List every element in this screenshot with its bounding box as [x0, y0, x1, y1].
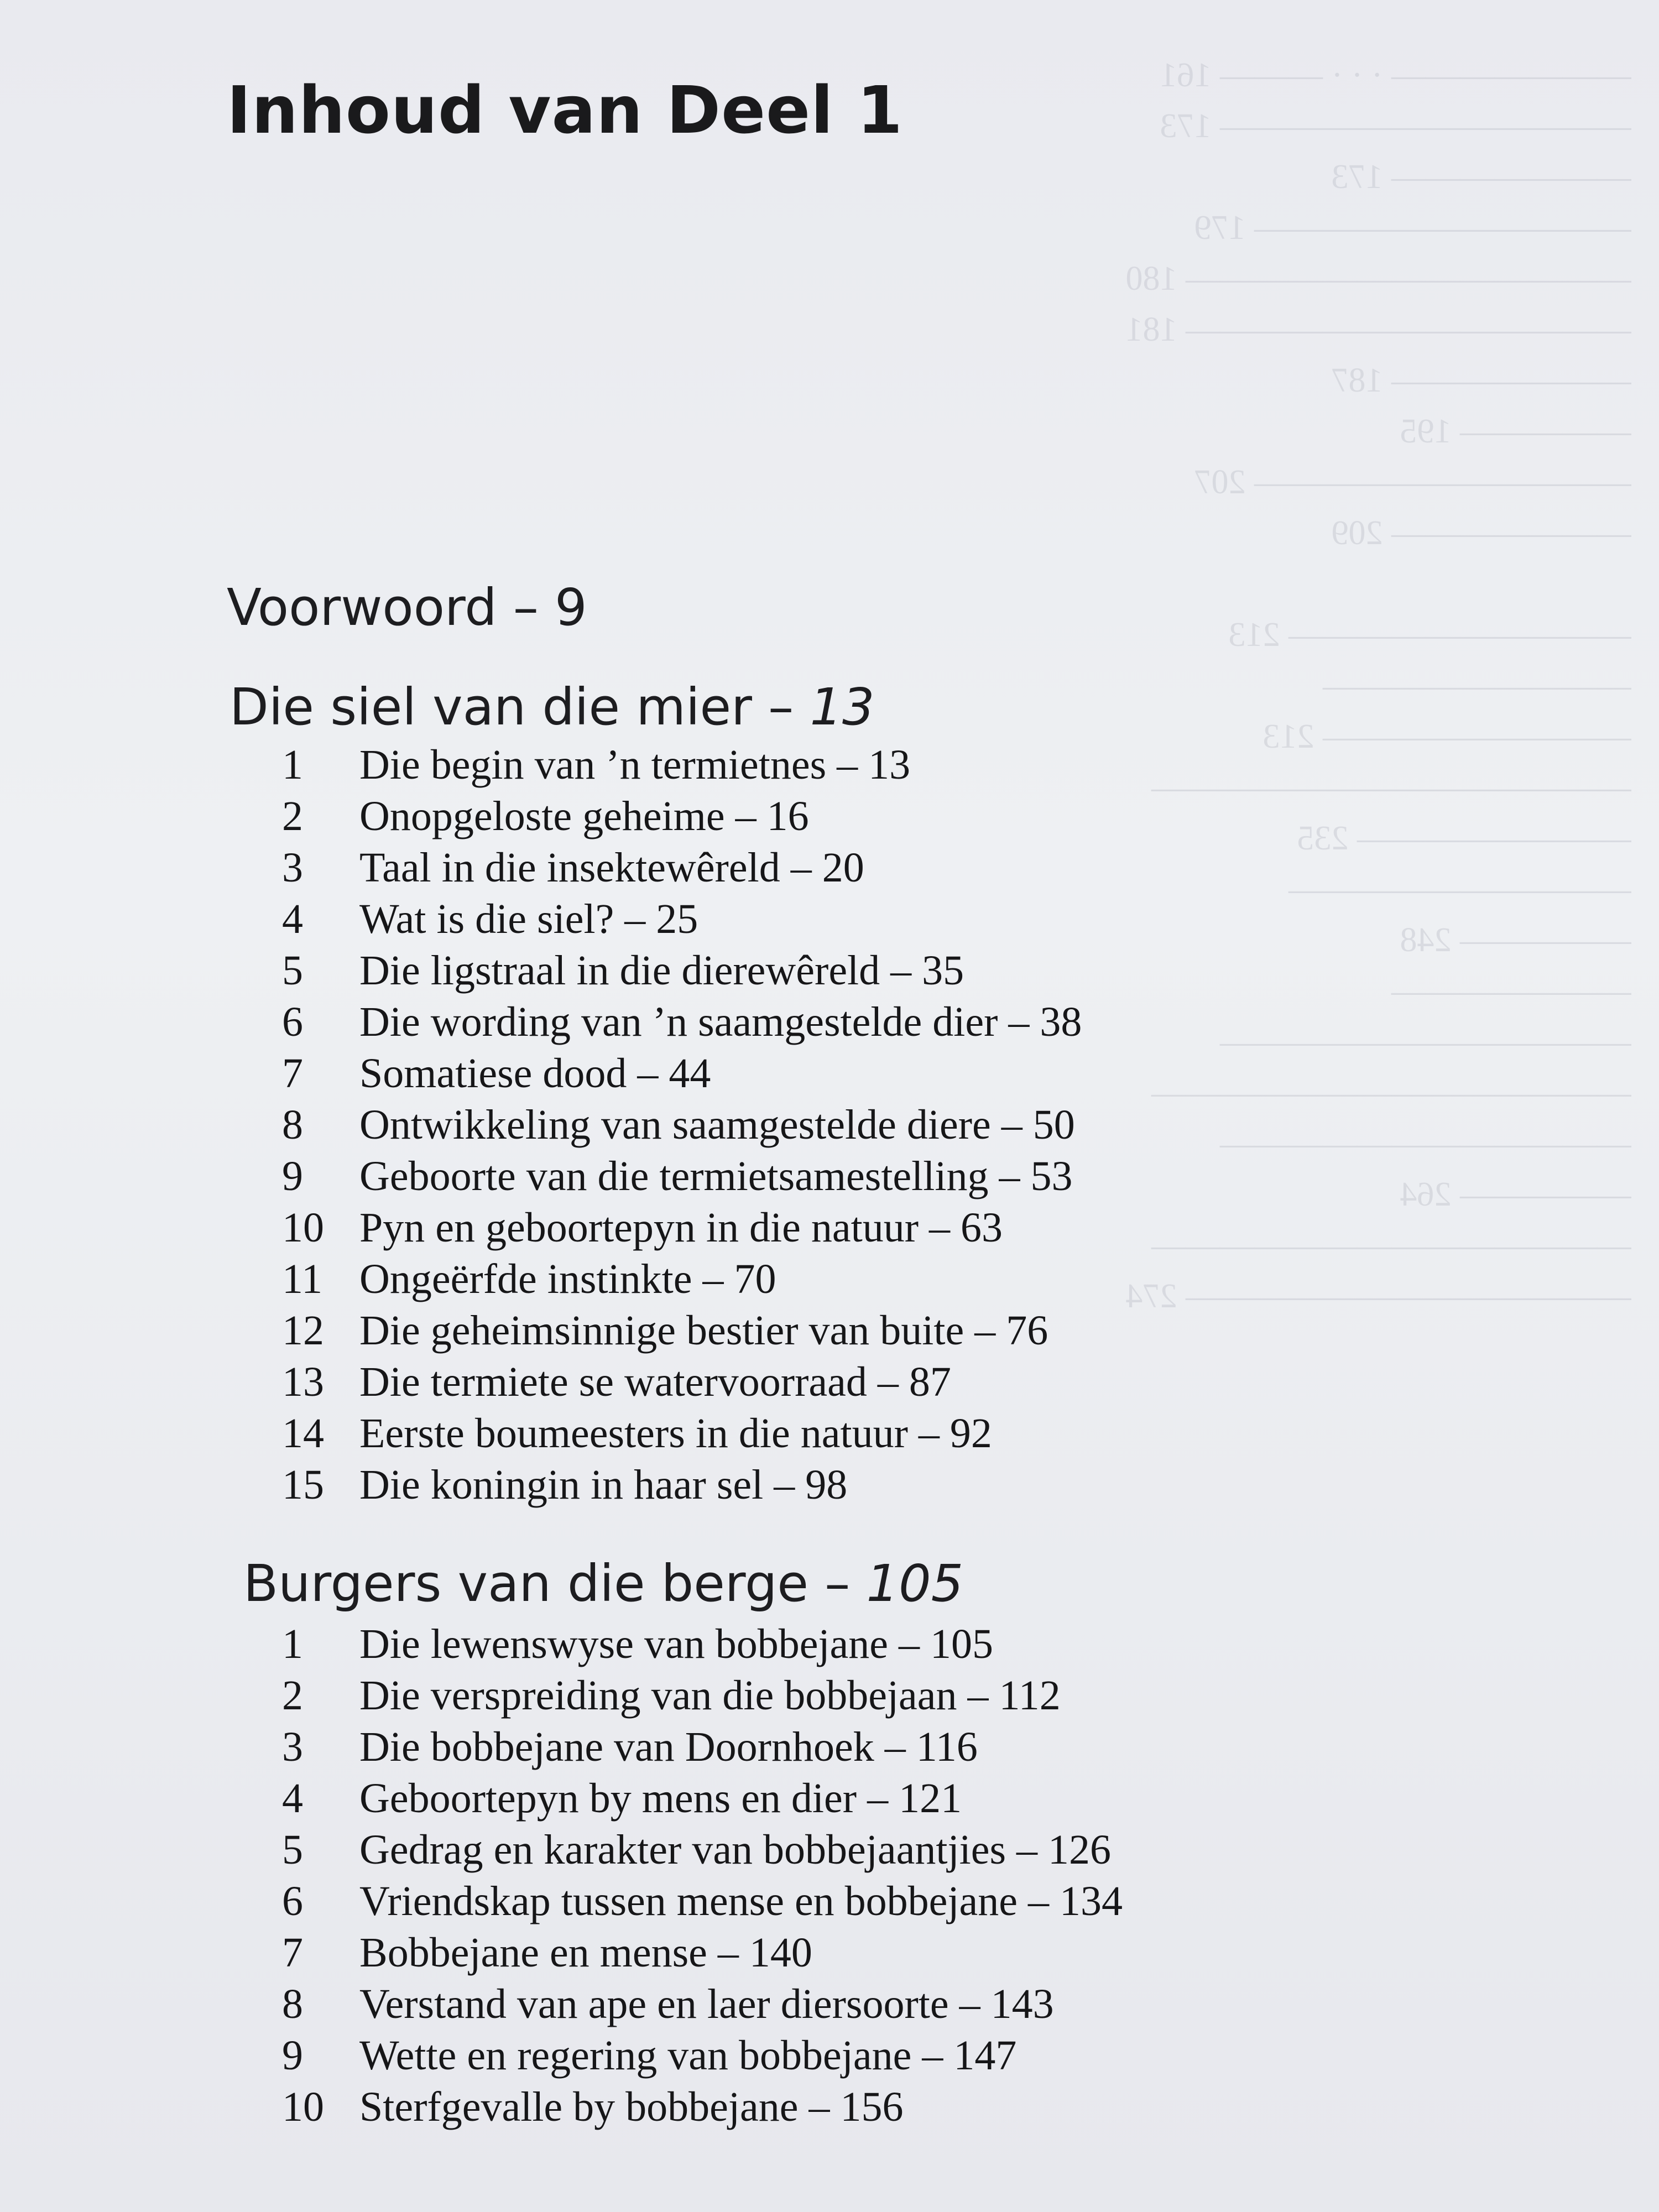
chapter-title: Die termiete se watervoorraad – 87	[359, 1359, 951, 1405]
chapter-number: 3	[282, 1724, 303, 1770]
chapter-entry	[282, 1204, 1082, 1255]
chapter-entry	[282, 947, 1082, 998]
chapter-entry	[282, 1101, 1082, 1152]
chapter-entry	[282, 2083, 1123, 2135]
chapter-title: Verstand van ape en laer diersoorte – 143	[359, 1981, 1054, 2027]
section-page: 13	[810, 677, 875, 737]
chapter-entry	[282, 2032, 1123, 2083]
chapter-number: 14	[282, 1410, 324, 1457]
chapter-number: 4	[282, 896, 303, 942]
chapter-title: Die koningin in haar sel – 98	[359, 1462, 848, 1508]
chapter-entry	[282, 1826, 1123, 1877]
chapter-number: 15	[282, 1462, 324, 1508]
voorwoord-separator: –	[497, 578, 555, 637]
chapter-number: 8	[282, 1102, 303, 1148]
chapter-number: 1	[282, 1621, 303, 1667]
chapter-entry	[282, 1255, 1082, 1307]
chapter-entry	[282, 1307, 1082, 1358]
chapter-entry	[282, 1461, 1082, 1512]
chapter-title: Sterfgevalle by bobbejane – 156	[359, 2084, 904, 2130]
chapter-number: 5	[282, 1827, 303, 1873]
chapter-title: Ontwikkeling van saamgestelde diere – 50	[359, 1102, 1075, 1148]
chapter-number: 8	[282, 1981, 303, 2027]
chapter-number: 9	[282, 1153, 303, 1199]
chapter-entry	[282, 1050, 1082, 1101]
chapter-number: 2	[282, 1672, 303, 1719]
chapter-title: Eerste boumeesters in die natuur – 92	[359, 1410, 992, 1457]
chapter-number: 6	[282, 1878, 303, 1924]
chapter-entry	[282, 1672, 1123, 1723]
chapter-entry	[282, 895, 1082, 947]
chapter-title: Geboorte van die termietsamestelling – 53	[359, 1153, 1073, 1199]
chapter-title: Vriendskap tussen mense en bobbejane – 134	[359, 1878, 1123, 1924]
voorwoord-entry	[227, 578, 587, 637]
chapter-title: Die geheimsinnige bestier van buite – 76	[359, 1307, 1048, 1354]
chapter-title: Taal in die insektewêreld – 20	[359, 844, 864, 891]
chapter-title: Bobbejane en mense – 140	[359, 1929, 812, 1976]
chapter-title: Ongeërfde instinkte – 70	[359, 1256, 776, 1302]
page-title: Inhoud van Deel 1	[227, 72, 903, 148]
section-title: Die siel van die mier	[229, 677, 752, 737]
chapter-number: 10	[282, 2084, 324, 2130]
section-heading-burgers-van-die-berge	[243, 1554, 963, 1613]
chapter-title: Pyn en geboortepyn in die natuur – 63	[359, 1204, 1003, 1251]
bleed-through-text: ——————— · · · ——— 161 ———————————— 173 ——————— 173 ——————————— 179 ————————————— 180 ————————————— 181 ——————— 187 ————— 195 ——————————— 207 ——————— 209 —————————— 213 ————————— ————————— 213 —————————————— ———————— 235 —————————— ————— 248 ——————— ———————————— —————————————— ———————————— ————— 264 —————————————— ————————————— 274	[1125, 56, 1631, 1315]
chapter-entry	[282, 1152, 1082, 1204]
chapter-entry	[282, 844, 1082, 895]
chapter-entry	[282, 1358, 1082, 1410]
chapter-number: 2	[282, 793, 303, 839]
chapter-number: 13	[282, 1359, 324, 1405]
voorwoord-label: Voorwoord	[227, 578, 497, 637]
chapter-number: 9	[282, 2032, 303, 2079]
chapter-entry	[282, 1877, 1123, 1929]
chapter-number: 12	[282, 1307, 324, 1354]
chapter-title: Geboortepyn by mens en dier – 121	[359, 1775, 962, 1822]
chapter-entry	[282, 1775, 1123, 1826]
chapter-title: Die begin van ’n termietnes – 13	[359, 742, 911, 788]
chapter-title: Wette en regering van bobbejane – 147	[359, 2032, 1017, 2079]
section-page: 105	[866, 1554, 964, 1613]
chapter-title: Die ligstraal in die dierewêreld – 35	[359, 947, 964, 994]
chapter-number: 5	[282, 947, 303, 994]
chapter-title: Gedrag en karakter van bobbejaantjies – 126	[359, 1827, 1112, 1873]
chapter-entry	[282, 998, 1082, 1050]
section-separator: –	[808, 1554, 867, 1613]
chapter-entry	[282, 792, 1082, 844]
chapter-list-siel-van-die-mier	[282, 741, 1082, 1512]
chapter-number: 10	[282, 1204, 324, 1251]
chapter-title: Somatiese dood – 44	[359, 1050, 711, 1097]
section-separator: –	[752, 677, 810, 737]
section-title: Burgers van die berge	[243, 1554, 809, 1613]
chapter-number: 3	[282, 844, 303, 891]
chapter-number: 11	[282, 1256, 323, 1302]
chapter-number: 7	[282, 1929, 303, 1976]
chapter-title: Die bobbejane van Doornhoek – 116	[359, 1724, 978, 1770]
chapter-entry	[282, 741, 1082, 792]
voorwoord-page: 9	[555, 578, 587, 637]
chapter-number: 1	[282, 742, 303, 788]
chapter-entry	[282, 1980, 1123, 2032]
section-heading-siel-van-die-mier	[229, 677, 875, 737]
chapter-title: Die verspreiding van die bobbejaan – 112	[359, 1672, 1061, 1719]
chapter-number: 4	[282, 1775, 303, 1822]
chapter-number: 7	[282, 1050, 303, 1097]
chapter-entry	[282, 1929, 1123, 1980]
chapter-entry	[282, 1723, 1123, 1775]
chapter-list-burgers-van-die-berge	[282, 1620, 1123, 2135]
chapter-title: Die lewenswyse van bobbejane – 105	[359, 1621, 994, 1667]
chapter-entry	[282, 1410, 1082, 1461]
chapter-entry	[282, 1620, 1123, 1672]
chapter-number: 6	[282, 999, 303, 1045]
chapter-title: Die wording van ’n saamgestelde dier – 38	[359, 999, 1082, 1045]
chapter-title: Wat is die siel? – 25	[359, 896, 698, 942]
chapter-title: Onopgeloste geheime – 16	[359, 793, 809, 839]
